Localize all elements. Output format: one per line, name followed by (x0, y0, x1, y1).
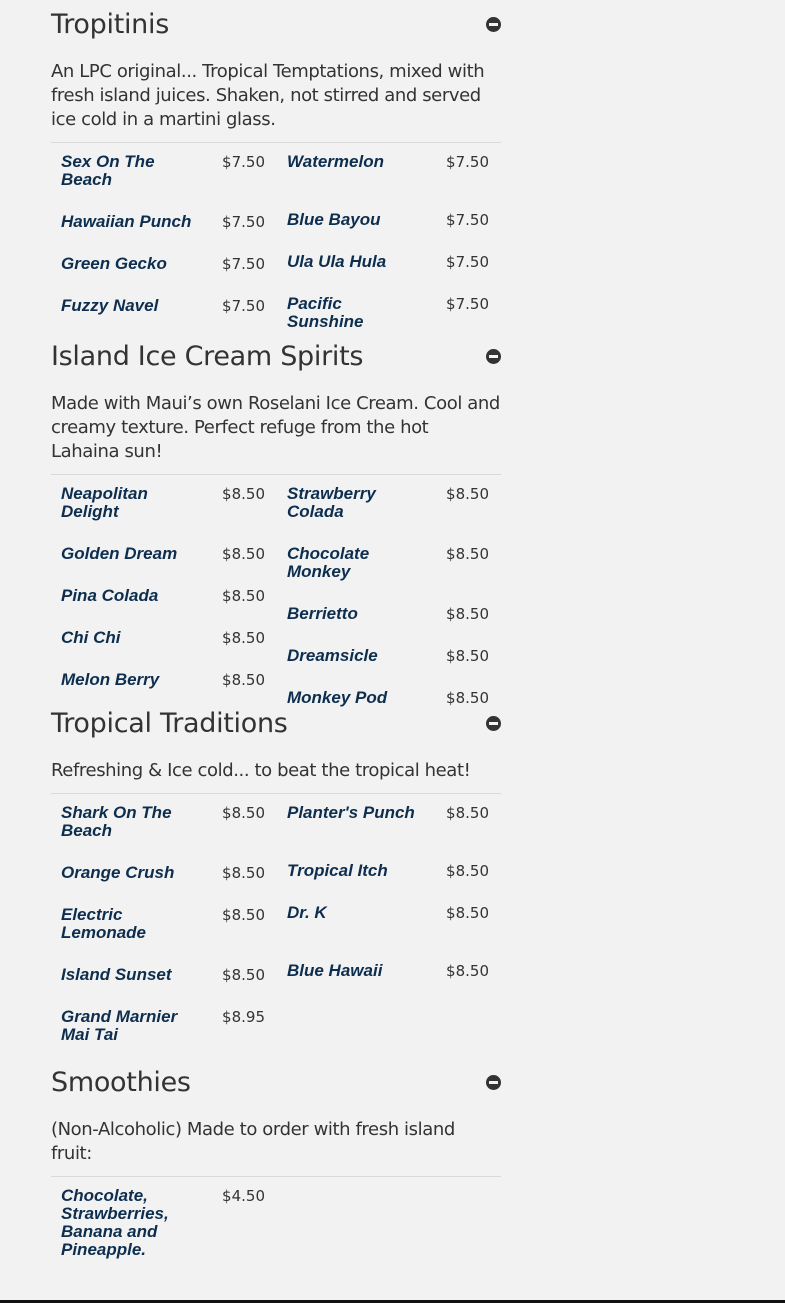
menu-item-price: $8.50 (222, 804, 265, 822)
menu-item-price: $8.50 (222, 864, 265, 882)
menu-item (277, 253, 501, 271)
menu-item (51, 213, 277, 231)
menu-item (51, 153, 277, 189)
menu-item-name[interactable]: Planter's Punch (287, 803, 415, 822)
menu-item-price: $8.50 (446, 545, 489, 563)
minus-bar (489, 355, 498, 358)
minus-bar (489, 722, 498, 725)
menu-item-name[interactable]: Island Sunset (61, 965, 172, 984)
menu-item (277, 545, 501, 581)
section-description: Refreshing & Ice cold... to beat the tropical heat! (51, 759, 501, 794)
menu-item-price: $8.50 (446, 962, 489, 980)
menu-section-tropical-traditions (51, 699, 501, 1058)
menu-item-price: $7.50 (222, 153, 265, 171)
menu-item-name[interactable]: Blue Hawaii (287, 961, 383, 980)
menu-item-name[interactable]: Orange Crush (61, 863, 175, 882)
menu-item (277, 211, 501, 229)
menu-item-price: $8.50 (446, 689, 489, 707)
menu-item-name[interactable]: Dr. K (287, 903, 327, 922)
menu-item-price: $8.50 (446, 485, 489, 503)
menu-item-name[interactable]: Watermelon (287, 152, 384, 171)
menu-item-name[interactable]: Pina Colada (61, 586, 159, 605)
menu-item-name[interactable]: Berrietto (287, 604, 358, 623)
menu-item-name[interactable]: Fuzzy Navel (61, 296, 159, 315)
collapse-minus-icon[interactable] (486, 1075, 501, 1090)
menu-item (51, 629, 277, 647)
menu-item-price: $8.50 (446, 804, 489, 822)
menu-section-tropitinis (51, 0, 501, 332)
section-description: (Non-Alcoholic) Made to order with fresh island fruit: (51, 1118, 501, 1177)
section-title: Tropical Traditions (51, 708, 288, 739)
item-list (51, 485, 501, 731)
menu-item-price: $8.50 (446, 862, 489, 880)
menu-item-name[interactable]: Hawaiian Punch (61, 212, 192, 231)
menu-item-price: $7.50 (222, 213, 265, 231)
menu-item (277, 295, 501, 331)
item-column-left (51, 153, 277, 355)
menu-item-price: $8.50 (446, 605, 489, 623)
menu-item (277, 862, 501, 880)
item-column-right (277, 485, 501, 731)
collapse-minus-icon[interactable] (486, 716, 501, 731)
section-header (51, 699, 501, 749)
collapse-minus-icon[interactable] (486, 17, 501, 32)
menu-item (51, 1187, 277, 1259)
item-column-right (277, 1187, 501, 1283)
menu-item-price: $8.50 (222, 545, 265, 563)
menu-item-price: $8.50 (222, 629, 265, 647)
menu-item-name[interactable]: Shark On The Beach (61, 803, 172, 840)
section-header (51, 1058, 501, 1108)
menu-item-name[interactable]: Green Gecko (61, 254, 167, 273)
section-description: Made with Maui’s own Roselani Ice Cream. Cool and creamy texture. Perfect refuge from the hot Lahaina sun! (51, 392, 501, 475)
menu-item-name[interactable]: Chocolate Monkey (287, 544, 370, 581)
menu-item (51, 906, 277, 942)
menu-item-name[interactable]: Melon Berry (61, 670, 160, 689)
menu-item-name[interactable]: Pacific Sunshine (287, 294, 364, 331)
menu-item (51, 545, 277, 563)
menu-item-name[interactable]: Blue Bayou (287, 210, 381, 229)
item-column-right (277, 804, 501, 1068)
section-title: Smoothies (51, 1067, 191, 1098)
menu-item (277, 605, 501, 623)
menu-item-price: $8.95 (222, 1008, 265, 1026)
section-description: An LPC original... Tropical Temptations, mixed with fresh island juices. Shaken, not stirred and served ice cold in a martini glass. (51, 60, 501, 143)
menu-item-price: $8.50 (222, 906, 265, 924)
menu-item-price: $8.50 (446, 647, 489, 665)
item-list (51, 804, 501, 1068)
menu-item-price: $7.50 (446, 253, 489, 271)
section-title: Tropitinis (51, 9, 169, 40)
menu-item-name[interactable]: Dreamsicle (287, 646, 378, 665)
menu-item (51, 864, 277, 882)
item-column-left (51, 485, 277, 731)
menu-item (51, 485, 277, 521)
item-list (51, 1187, 501, 1283)
menu-item-name[interactable]: Electric Lemonade (61, 905, 147, 942)
menu-item-price: $7.50 (446, 153, 489, 171)
menu-item-price: $8.50 (222, 485, 265, 503)
menu-item (277, 647, 501, 665)
section-header (51, 332, 501, 382)
menu-item (51, 966, 277, 984)
menu-section-island-ice-cream-spirits (51, 332, 501, 707)
menu-item-price: $8.50 (222, 671, 265, 689)
menu-item-name[interactable]: Sex On The Beach (61, 152, 155, 189)
menu-item (51, 671, 277, 689)
menu-item-name[interactable]: Neapolitan Delight (61, 484, 148, 521)
menu-item-name[interactable]: Chi Chi (61, 628, 121, 647)
item-column-left (51, 1187, 277, 1283)
menu-item-name[interactable]: Grand Marnier Mai Tai (61, 1007, 178, 1044)
menu-item (51, 587, 277, 605)
menu-item (51, 1008, 277, 1044)
menu-item-name[interactable]: Golden Dream (61, 544, 178, 563)
section-header (51, 0, 501, 50)
menu-item-name[interactable]: Strawberry Colada (287, 484, 376, 521)
menu-item-price: $7.50 (446, 211, 489, 229)
menu-item (51, 297, 277, 315)
menu-item (51, 804, 277, 840)
section-title: Island Ice Cream Spirits (51, 341, 364, 372)
menu-item-name[interactable]: Tropical Itch (287, 861, 388, 880)
menu-item-price: $8.50 (446, 904, 489, 922)
item-list (51, 153, 501, 355)
menu-item (277, 904, 501, 922)
item-column-right (277, 153, 501, 355)
menu-item-price: $4.50 (222, 1187, 265, 1205)
menu-item (277, 153, 501, 171)
menu-item (277, 962, 501, 980)
menu-item-name[interactable]: Monkey Pod (287, 688, 388, 707)
collapse-minus-icon[interactable] (486, 349, 501, 364)
menu-item (51, 255, 277, 273)
menu-item-price: $8.50 (222, 966, 265, 984)
menu-item-name[interactable]: Chocolate, Strawberries, Banana and Pineapple. (61, 1186, 169, 1259)
item-column-left (51, 804, 277, 1068)
menu-section-smoothies (51, 1058, 501, 1283)
drink-menu (51, 0, 501, 1283)
menu-item (277, 804, 501, 822)
menu-item (277, 485, 501, 521)
menu-item-price: $7.50 (446, 295, 489, 313)
menu-item-price: $7.50 (222, 297, 265, 315)
menu-item-price: $7.50 (222, 255, 265, 273)
menu-item-name[interactable]: Ula Ula Hula (287, 252, 387, 271)
minus-bar (489, 1081, 498, 1084)
minus-bar (489, 23, 498, 26)
menu-item-price: $8.50 (222, 587, 265, 605)
